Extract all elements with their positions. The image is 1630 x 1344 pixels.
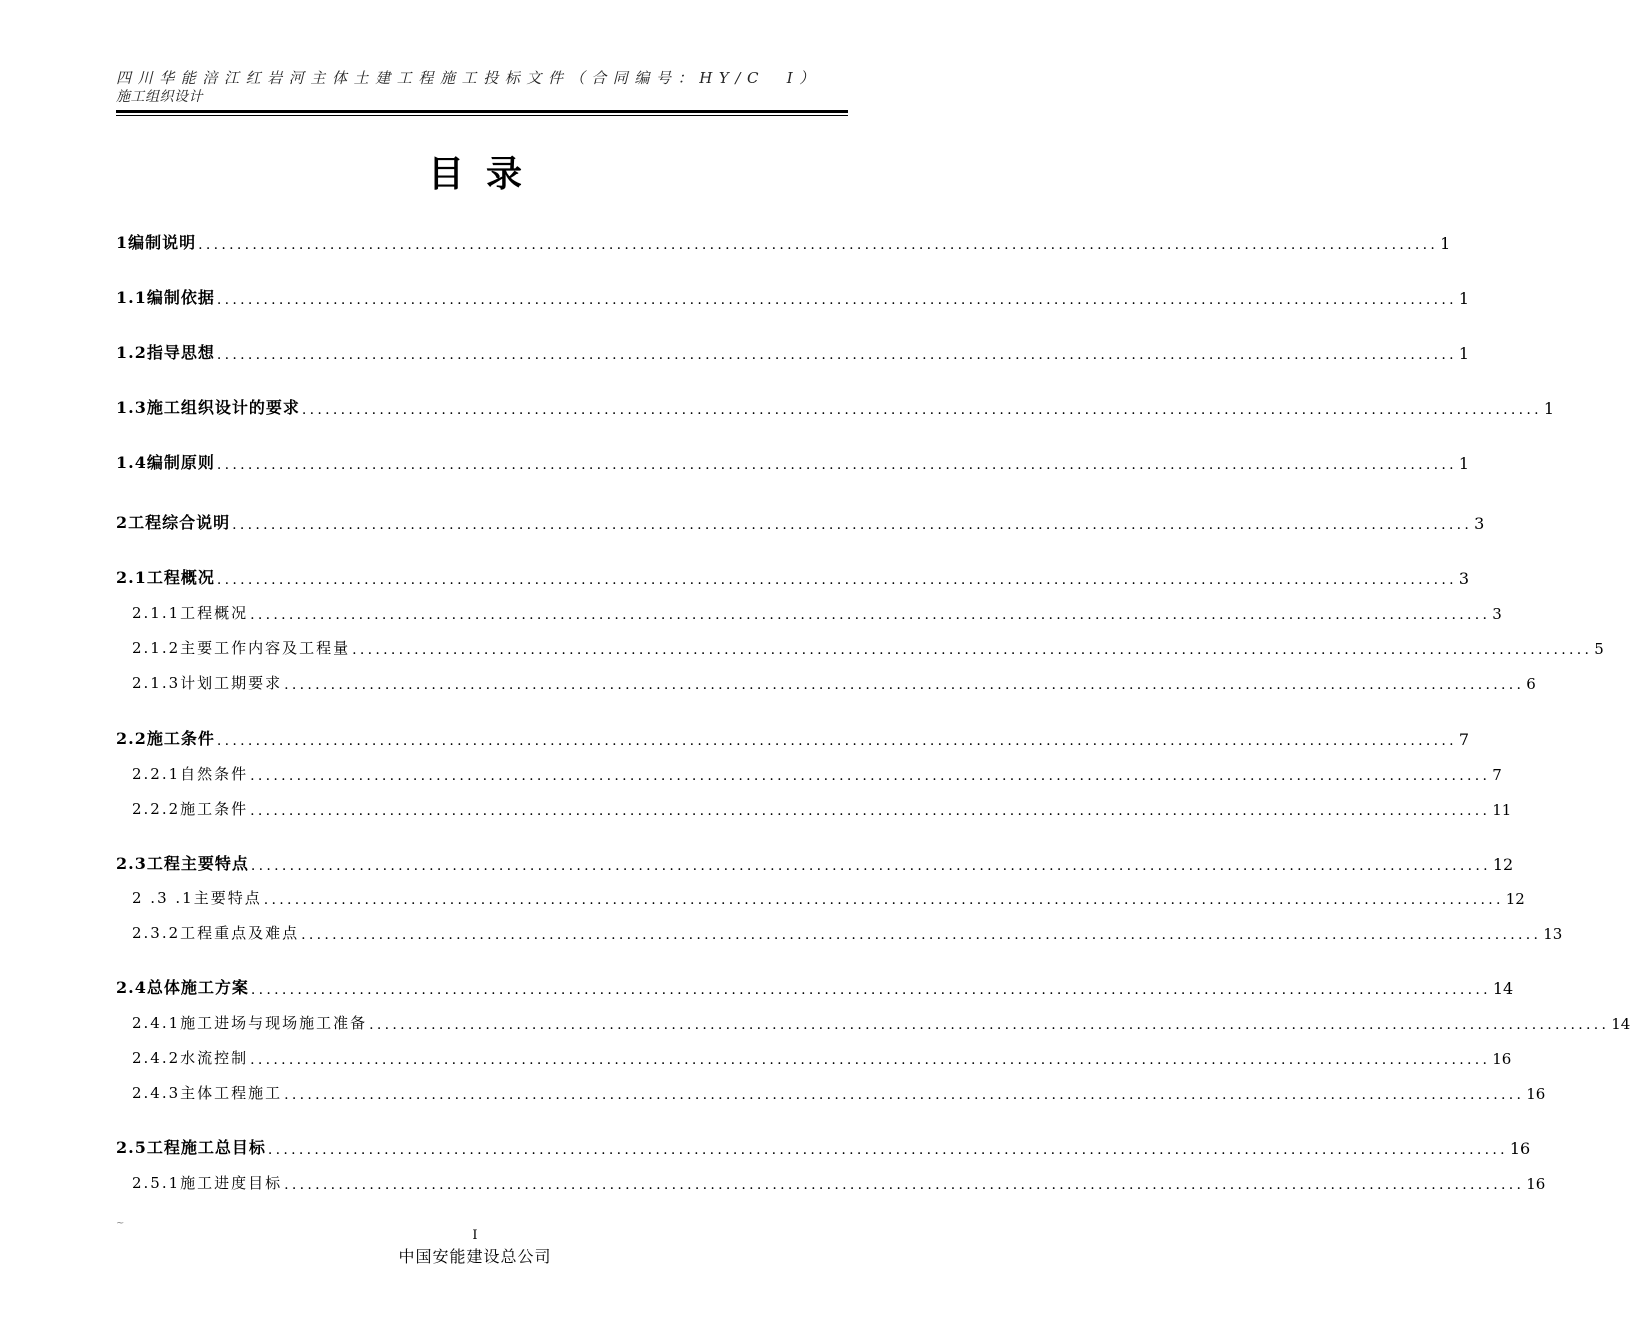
- toc-entry-page: 1: [1458, 344, 1470, 363]
- toc-entry-label: 2.4.3主体工程施工: [132, 1084, 283, 1102]
- toc-entry[interactable]: [116, 1079, 1546, 1103]
- toc-leader-dots: ................................................................................................................................................................: [232, 517, 1473, 533]
- toc-entry[interactable]: [116, 795, 1512, 819]
- toc-leader-dots: ................................................................................................................................................................: [198, 237, 1439, 253]
- toc-leader-dots: ................................................................................................................................................................: [216, 457, 1457, 473]
- toc-entry[interactable]: [116, 564, 1470, 588]
- toc-leader-dots: ................................................................................................................................................................: [301, 927, 1542, 943]
- header-project-title: 四川华能涪江红岩河主体土建工程施工投标文件（合同编号：HY/C I）: [116, 69, 821, 87]
- toc-entry-label: 2.3.2工程重点及难点: [132, 924, 300, 942]
- toc-entry[interactable]: [116, 1009, 1630, 1033]
- toc-entry[interactable]: [116, 919, 1563, 943]
- toc-entry[interactable]: [116, 394, 1555, 418]
- toc-entry[interactable]: [116, 284, 1470, 308]
- toc-entry-label: 1.4编制原则: [116, 453, 215, 472]
- toc-leader-dots: ................................................................................................................................................................: [216, 292, 1457, 308]
- toc-entry-page: 11: [1492, 801, 1512, 819]
- toc-entry-page: 1: [1458, 289, 1470, 308]
- toc-entry-page: 7: [1492, 766, 1502, 784]
- toc-entry[interactable]: [116, 884, 1525, 908]
- toc-entry[interactable]: [116, 669, 1536, 693]
- toc-entry-page: 1: [1440, 234, 1451, 253]
- toc-entry[interactable]: [116, 1134, 1531, 1158]
- toc-leader-dots: ................................................................................................................................................................: [216, 347, 1457, 363]
- toc-entry-page: 14: [1492, 979, 1514, 998]
- toc-entry[interactable]: [116, 1044, 1512, 1068]
- toc-leader-dots: ................................................................................................................................................................: [267, 1142, 1508, 1158]
- toc-entry[interactable]: [116, 509, 1485, 533]
- toc-entry-label: 2.5.1施工进度目标: [132, 1174, 283, 1192]
- toc-leader-dots: ................................................................................................................................................................: [216, 733, 1457, 749]
- toc-entry-page: 6: [1526, 675, 1536, 693]
- page-title: 目录: [427, 154, 544, 195]
- toc-entry[interactable]: [116, 1169, 1546, 1193]
- toc-entry-page: 12: [1505, 890, 1525, 908]
- footer-page-number: I: [472, 1228, 478, 1243]
- toc-leader-dots: ................................................................................................................................................................: [284, 677, 1525, 693]
- toc-leader-dots: ................................................................................................................................................................: [250, 803, 1491, 819]
- toc-entry-page: 5: [1594, 640, 1604, 658]
- toc-entry-page: 14: [1611, 1015, 1630, 1033]
- toc-entry-page: 1: [1458, 454, 1470, 473]
- toc-leader-dots: ................................................................................................................................................................: [250, 982, 1491, 998]
- toc-entry-page: 1: [1543, 399, 1555, 418]
- corner-mark: ~: [116, 1218, 125, 1229]
- toc-entry-label: 2工程综合说明: [116, 513, 231, 532]
- toc-entry[interactable]: [116, 339, 1470, 363]
- toc-entry-page: 12: [1492, 855, 1514, 874]
- toc-entry-page: 16: [1509, 1139, 1531, 1158]
- toc-leader-dots: ................................................................................................................................................................: [250, 1052, 1491, 1068]
- toc-entry-label: 2.5工程施工总目标: [116, 1138, 266, 1157]
- toc-entry-label: 2.1.2主要工作内容及工程量: [132, 639, 351, 657]
- toc-entry[interactable]: [116, 634, 1604, 658]
- toc-entry-label: 2.3工程主要特点: [116, 854, 249, 873]
- toc-entry-label: 2.4总体施工方案: [116, 978, 249, 997]
- toc-entry-label: 2.2.2施工条件: [132, 800, 249, 818]
- toc-entry-page: 13: [1543, 925, 1563, 943]
- toc-entry[interactable]: [116, 974, 1514, 998]
- toc-entry[interactable]: [116, 725, 1470, 749]
- toc-entry[interactable]: [116, 760, 1502, 784]
- toc-leader-dots: ................................................................................................................................................................: [284, 1177, 1525, 1193]
- toc-entry-label: 1.1编制依据: [116, 288, 215, 307]
- toc-entry-page: 16: [1526, 1175, 1546, 1193]
- toc-entry-label: 1.2指导思想: [116, 343, 215, 362]
- toc-entry-label: 2.4.2水流控制: [132, 1049, 249, 1067]
- toc-entry-label: 2.1.3计划工期要求: [132, 674, 283, 692]
- toc-entry[interactable]: [116, 850, 1514, 874]
- toc-entry-label: 1编制说明: [116, 233, 197, 252]
- toc-leader-dots: ................................................................................................................................................................: [263, 892, 1504, 908]
- toc-entry[interactable]: [116, 449, 1470, 473]
- toc-entry-page: 3: [1458, 569, 1470, 588]
- toc-entry-page: 16: [1526, 1085, 1546, 1103]
- toc-entry-page: 3: [1492, 605, 1502, 623]
- toc-leader-dots: ................................................................................................................................................................: [284, 1087, 1525, 1103]
- toc-leader-dots: ................................................................................................................................................................: [216, 572, 1457, 588]
- footer-company-name: 中国安能建设总公司: [398, 1247, 552, 1266]
- toc-entry-page: 7: [1458, 730, 1470, 749]
- toc-entry-page: 3: [1474, 514, 1485, 533]
- header-section-title: 施工组织设计: [116, 89, 203, 105]
- document-header: [116, 68, 848, 106]
- toc-entry-label: 2.4.1施工进场与现场施工准备: [132, 1014, 368, 1032]
- header-divider: [116, 110, 848, 116]
- toc-entry-label: 2.1.1工程概况: [132, 604, 249, 622]
- toc-entry-page: 16: [1492, 1050, 1512, 1068]
- toc-leader-dots: ................................................................................................................................................................: [250, 768, 1491, 784]
- toc-entry[interactable]: [116, 599, 1502, 623]
- toc-leader-dots: ................................................................................................................................................................: [250, 858, 1491, 874]
- toc-entry[interactable]: [116, 229, 1451, 253]
- toc-entry-label: 2.2施工条件: [116, 729, 215, 748]
- toc-entry-label: 2.1工程概况: [116, 568, 215, 587]
- toc-entry-label: 1.3施工组织设计的要求: [116, 398, 300, 417]
- toc-leader-dots: ................................................................................................................................................................: [250, 607, 1491, 623]
- toc-leader-dots: ................................................................................................................................................................: [301, 402, 1542, 418]
- toc-entry-label: 2 .3 .1主要特点: [132, 889, 262, 907]
- toc-leader-dots: ................................................................................................................................................................: [352, 642, 1593, 658]
- toc-leader-dots: ................................................................................................................................................................: [369, 1017, 1610, 1033]
- toc-entry-label: 2.2.1自然条件: [132, 765, 249, 783]
